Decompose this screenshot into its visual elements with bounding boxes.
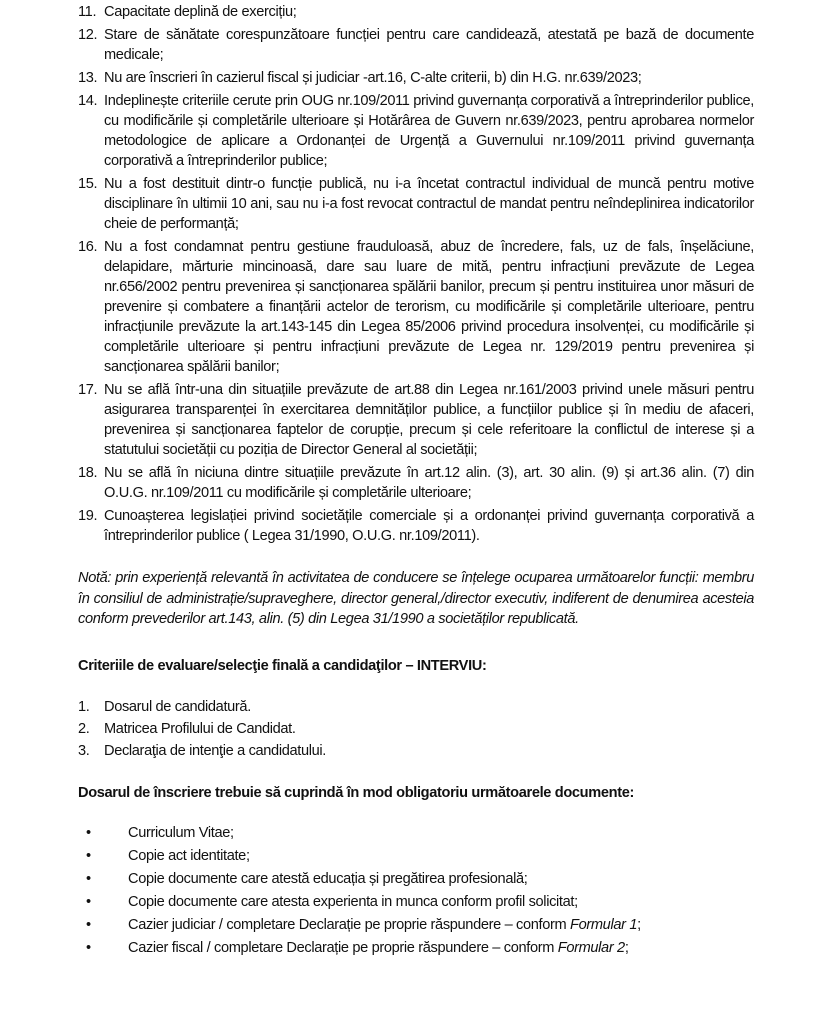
item-text: Matricea Profilului de Candidat. — [104, 720, 296, 737]
item-suffix: ; — [637, 916, 641, 933]
requirement-item — [78, 91, 754, 171]
document-item — [78, 938, 754, 958]
document-item — [78, 869, 754, 889]
requirement-item — [78, 68, 754, 88]
item-text: Dosarul de candidatură. — [104, 698, 251, 715]
document-item — [78, 823, 754, 843]
item-text: Cazier judiciar / completare Declarație pe proprie răspundere – conform — [128, 916, 571, 933]
item-number: 17. — [78, 382, 98, 398]
eligibility-requirements-list — [78, 2, 754, 546]
item-text: Indeplinește criteriile cerute prin OUG nr.109/2011 privind guvernanța corporativă a întreprinderilor publice, cu modificările și completările ulterioare și Hotărârea de Guvern nr.639/2023, pentru aprobarea normelor metodologice de aplicare a Ordonanței de Urgență a Guvernului nr.109/2011 privind guvernanța corporativă a întreprinderilor publice; — [104, 93, 754, 169]
criteria-item — [78, 741, 754, 761]
item-text: Nu se află în niciuna dintre situațiile prevăzute în art.12 alin. (3), art. 30 alin. (9) și art.36 alin. (7) din O.U.G. nr.109/2011 cu modificările și completările ulterioare; — [104, 465, 754, 501]
item-number: 16. — [78, 239, 98, 255]
item-number: 11. — [78, 4, 97, 20]
interview-criteria-heading: Criteriile de evaluare/selecţie finală a candidaţilor – INTERVIU: — [78, 657, 487, 674]
item-text: Nu se află într-una din situațiile prevăzute de art.88 din Legea nr.161/2003 privind unele măsuri pentru asigurarea transparenței în exercitarea demnităților publice, a funcțiilor publice și în mediu de afaceri, prevenirea și sancționarea faptelor de corupție, precum și cele referitoare la conflictul de interese și a statutului societății cu poziția de Director General al societății; — [104, 382, 754, 458]
item-text: Cunoașterea legislației privind societățile comerciale și a ordonanței privind guvernanța corporativă a întreprinderilor publice ( Legea 31/1990, O.U.G. nr.109/2011). — [104, 508, 754, 544]
document-page — [78, 0, 754, 961]
item-text: Copie act identitate; — [128, 847, 250, 864]
item-italic: Formular 1 — [570, 916, 638, 933]
item-number: 13. — [78, 70, 98, 86]
item-text: Declaraţia de intenţie a candidatului. — [104, 742, 326, 759]
item-text: Nu a fost condamnat pentru gestiune frauduloasă, abuz de încredere, fals, uz de fals, înșelăciune, delapidare, mărturie mincinoasă, dare sau luare de mită, pentru infracțiuni prevăzute de Legea nr.656/2002 pentru prevenirea și sancționarea spălării banilor, precum și pentru instituirea unor măsuri de prevenire și combatere a finanțării actelor de terorism, cu modificările și completările ulterioare, pentru infracțiunile prevăzute la art.143-145 din Legea 85/2006 privind procedura insolvenței, cu modificările și completările ulterioare și pentru infracțiuni prevăzute de Legea nr. 129/2019 pentru prevenirea și sancționarea spălării banilor; — [104, 239, 754, 375]
item-number: 14. — [78, 93, 98, 109]
item-number: 12. — [78, 27, 98, 43]
document-item — [78, 915, 754, 935]
bullet-icon: • — [86, 893, 91, 910]
bullet-icon: • — [86, 916, 91, 933]
item-number: 19. — [78, 508, 98, 524]
item-text: Copie documente care atestă educația și pregătirea profesională; — [128, 870, 528, 887]
experience-note: Notă: prin experiență relevantă în activitatea de conducere se înțelege ocuparea următoarelor funcții: membru în consiliul de administrație/supraveghere, director general,/director executiv, indiferent de denumirea acesteia conform prevederilor art.143, alin. (5) din Legea 31/1990 a societăților republicată. — [78, 570, 754, 627]
item-number: 15. — [78, 176, 98, 192]
dossier-documents-list — [78, 823, 754, 958]
item-text: Nu are înscrieri în cazierul fiscal și judiciar -art.16, C-alte criterii, b) din H.G. nr.639/2023; — [104, 70, 642, 86]
item-text: Nu a fost destituit dintr-o funcție publică, nu i-a încetat contractul individual de muncă pentru motive disciplinare în ultimii 10 ani, sau nu i-a fost revocat contractul de mandat pentru neîndeplinirea indicatorilor cheie de performanță; — [104, 176, 754, 232]
item-text: Copie documente care atesta experienta in munca conform profil solicitat; — [128, 893, 578, 910]
requirement-item — [78, 25, 754, 65]
item-number: 1. — [78, 698, 90, 715]
item-text: Capacitate deplină de exercițiu; — [104, 4, 297, 20]
bullet-icon: • — [86, 870, 91, 887]
requirement-item — [78, 380, 754, 460]
item-number: 3. — [78, 742, 90, 759]
bullet-icon: • — [86, 847, 91, 864]
item-italic: Formular 2 — [557, 939, 625, 956]
item-text: Stare de sănătate corespunzătoare funcției pentru care candidează, atestată pe bază de documente medicale; — [104, 27, 754, 63]
dossier-heading: Dosarul de înscriere trebuie să cuprindă în mod obligatoriu următoarele documente: — [78, 784, 634, 801]
requirement-item — [78, 2, 754, 22]
requirement-item — [78, 506, 754, 546]
document-item — [78, 892, 754, 912]
document-item — [78, 846, 754, 866]
requirement-item — [78, 174, 754, 234]
item-text: Curriculum Vitae; — [128, 824, 234, 841]
item-number: 2. — [78, 720, 90, 737]
bullet-icon: • — [86, 824, 91, 841]
criteria-item — [78, 697, 754, 717]
requirement-item — [78, 237, 754, 377]
requirement-item — [78, 463, 754, 503]
item-text: Cazier fiscal / completare Declarație pe proprie răspundere – conform — [128, 939, 558, 956]
interview-criteria-list — [78, 697, 754, 761]
item-number: 18. — [78, 465, 98, 481]
bullet-icon: • — [86, 939, 91, 956]
item-suffix: ; — [624, 939, 629, 956]
criteria-item — [78, 719, 754, 739]
